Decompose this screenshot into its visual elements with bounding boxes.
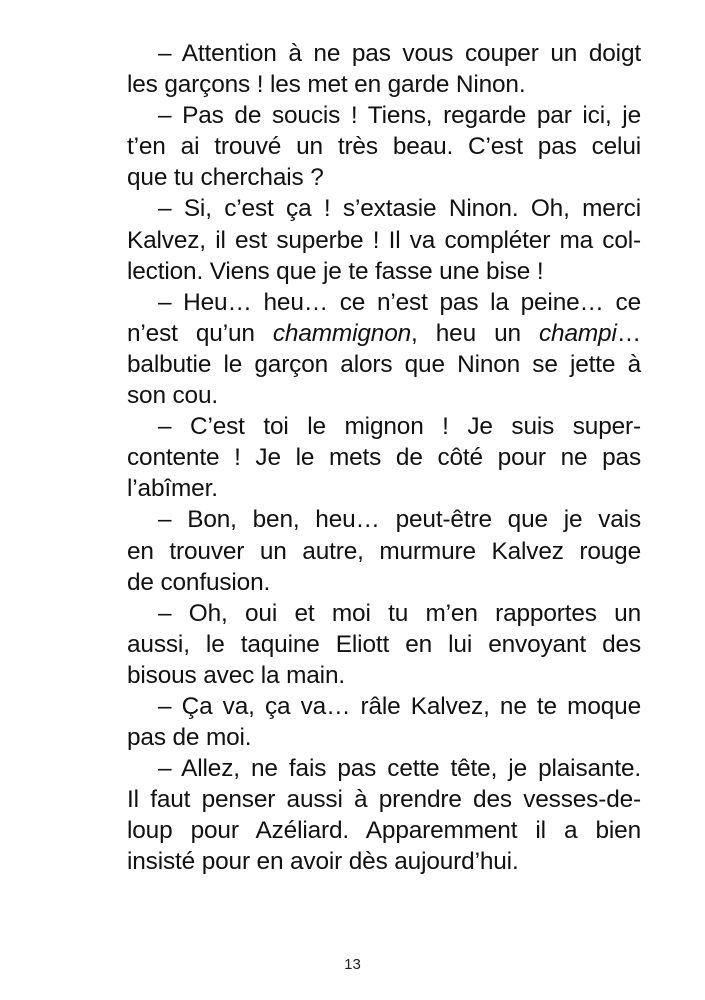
text-line: bisous avec la main. bbox=[127, 661, 345, 689]
text-run: , heu un bbox=[411, 319, 540, 347]
page-number: 13 bbox=[344, 956, 361, 973]
text-run: n’est qu’un bbox=[127, 319, 273, 347]
italic-word: champi bbox=[539, 319, 617, 347]
text-line: loup pour Azéliard. Apparemment il a bien bbox=[127, 817, 641, 845]
text-line: l’abîmer. bbox=[127, 475, 218, 503]
text-line: lection. Viens que je te fasse une bise ! bbox=[127, 257, 544, 285]
text-line: contente ! Je le mets de côté pour ne pas bbox=[127, 444, 641, 472]
text-line: en trouver un autre, murmure Kalvez rouge bbox=[127, 537, 641, 565]
text-line: son cou. bbox=[127, 382, 219, 410]
text-line: – Ça va, ça va… râle Kalvez, ne te moque bbox=[158, 692, 641, 720]
italic-word: chammignon bbox=[272, 319, 412, 347]
text-line: – Pas de soucis ! Tiens, regarde par ici, je bbox=[158, 102, 641, 130]
text-line: – Attention à ne pas vous couper un doigt bbox=[158, 40, 641, 67]
text-line: balbutie le garçon alors que Ninon se jette à bbox=[127, 350, 641, 378]
text-line: t’en ai trouvé un très beau. C’est pas celui bbox=[127, 133, 641, 161]
text-line: Kalvez, il est superbe ! Il va compléter ma col- bbox=[127, 226, 641, 254]
text-line: Il faut penser aussi à prendre des vesses-de- bbox=[127, 786, 641, 814]
text-line: aussi, le taquine Eliott en lui envoyant des bbox=[127, 630, 641, 658]
body-text bbox=[127, 38, 641, 878]
text-line: les garçons ! les met en garde Ninon. bbox=[127, 71, 526, 99]
text-line: – C’est toi le mignon ! Je suis super- bbox=[158, 413, 641, 441]
text-run: … bbox=[616, 319, 641, 347]
text-line: de confusion. bbox=[127, 568, 271, 596]
text-line: – Oh, oui et moi tu m’en rapportes un bbox=[158, 599, 641, 627]
text-line: insisté pour en avoir dès aujourd’hui. bbox=[127, 848, 519, 876]
text-line: – Heu… heu… ce n’est pas la peine… ce bbox=[158, 288, 641, 316]
text-line: – Si, c’est ça ! s’extasie Ninon. Oh, merci bbox=[158, 195, 641, 223]
text-line: pas de moi. bbox=[127, 724, 252, 752]
text-line-with-italics bbox=[127, 318, 641, 349]
text-line: – Allez, ne fais pas cette tête, je plaisante. bbox=[158, 755, 641, 783]
text-line: que tu cherchais ? bbox=[127, 164, 324, 192]
text-line: – Bon, ben, heu… peut-être que je vais bbox=[158, 506, 641, 534]
